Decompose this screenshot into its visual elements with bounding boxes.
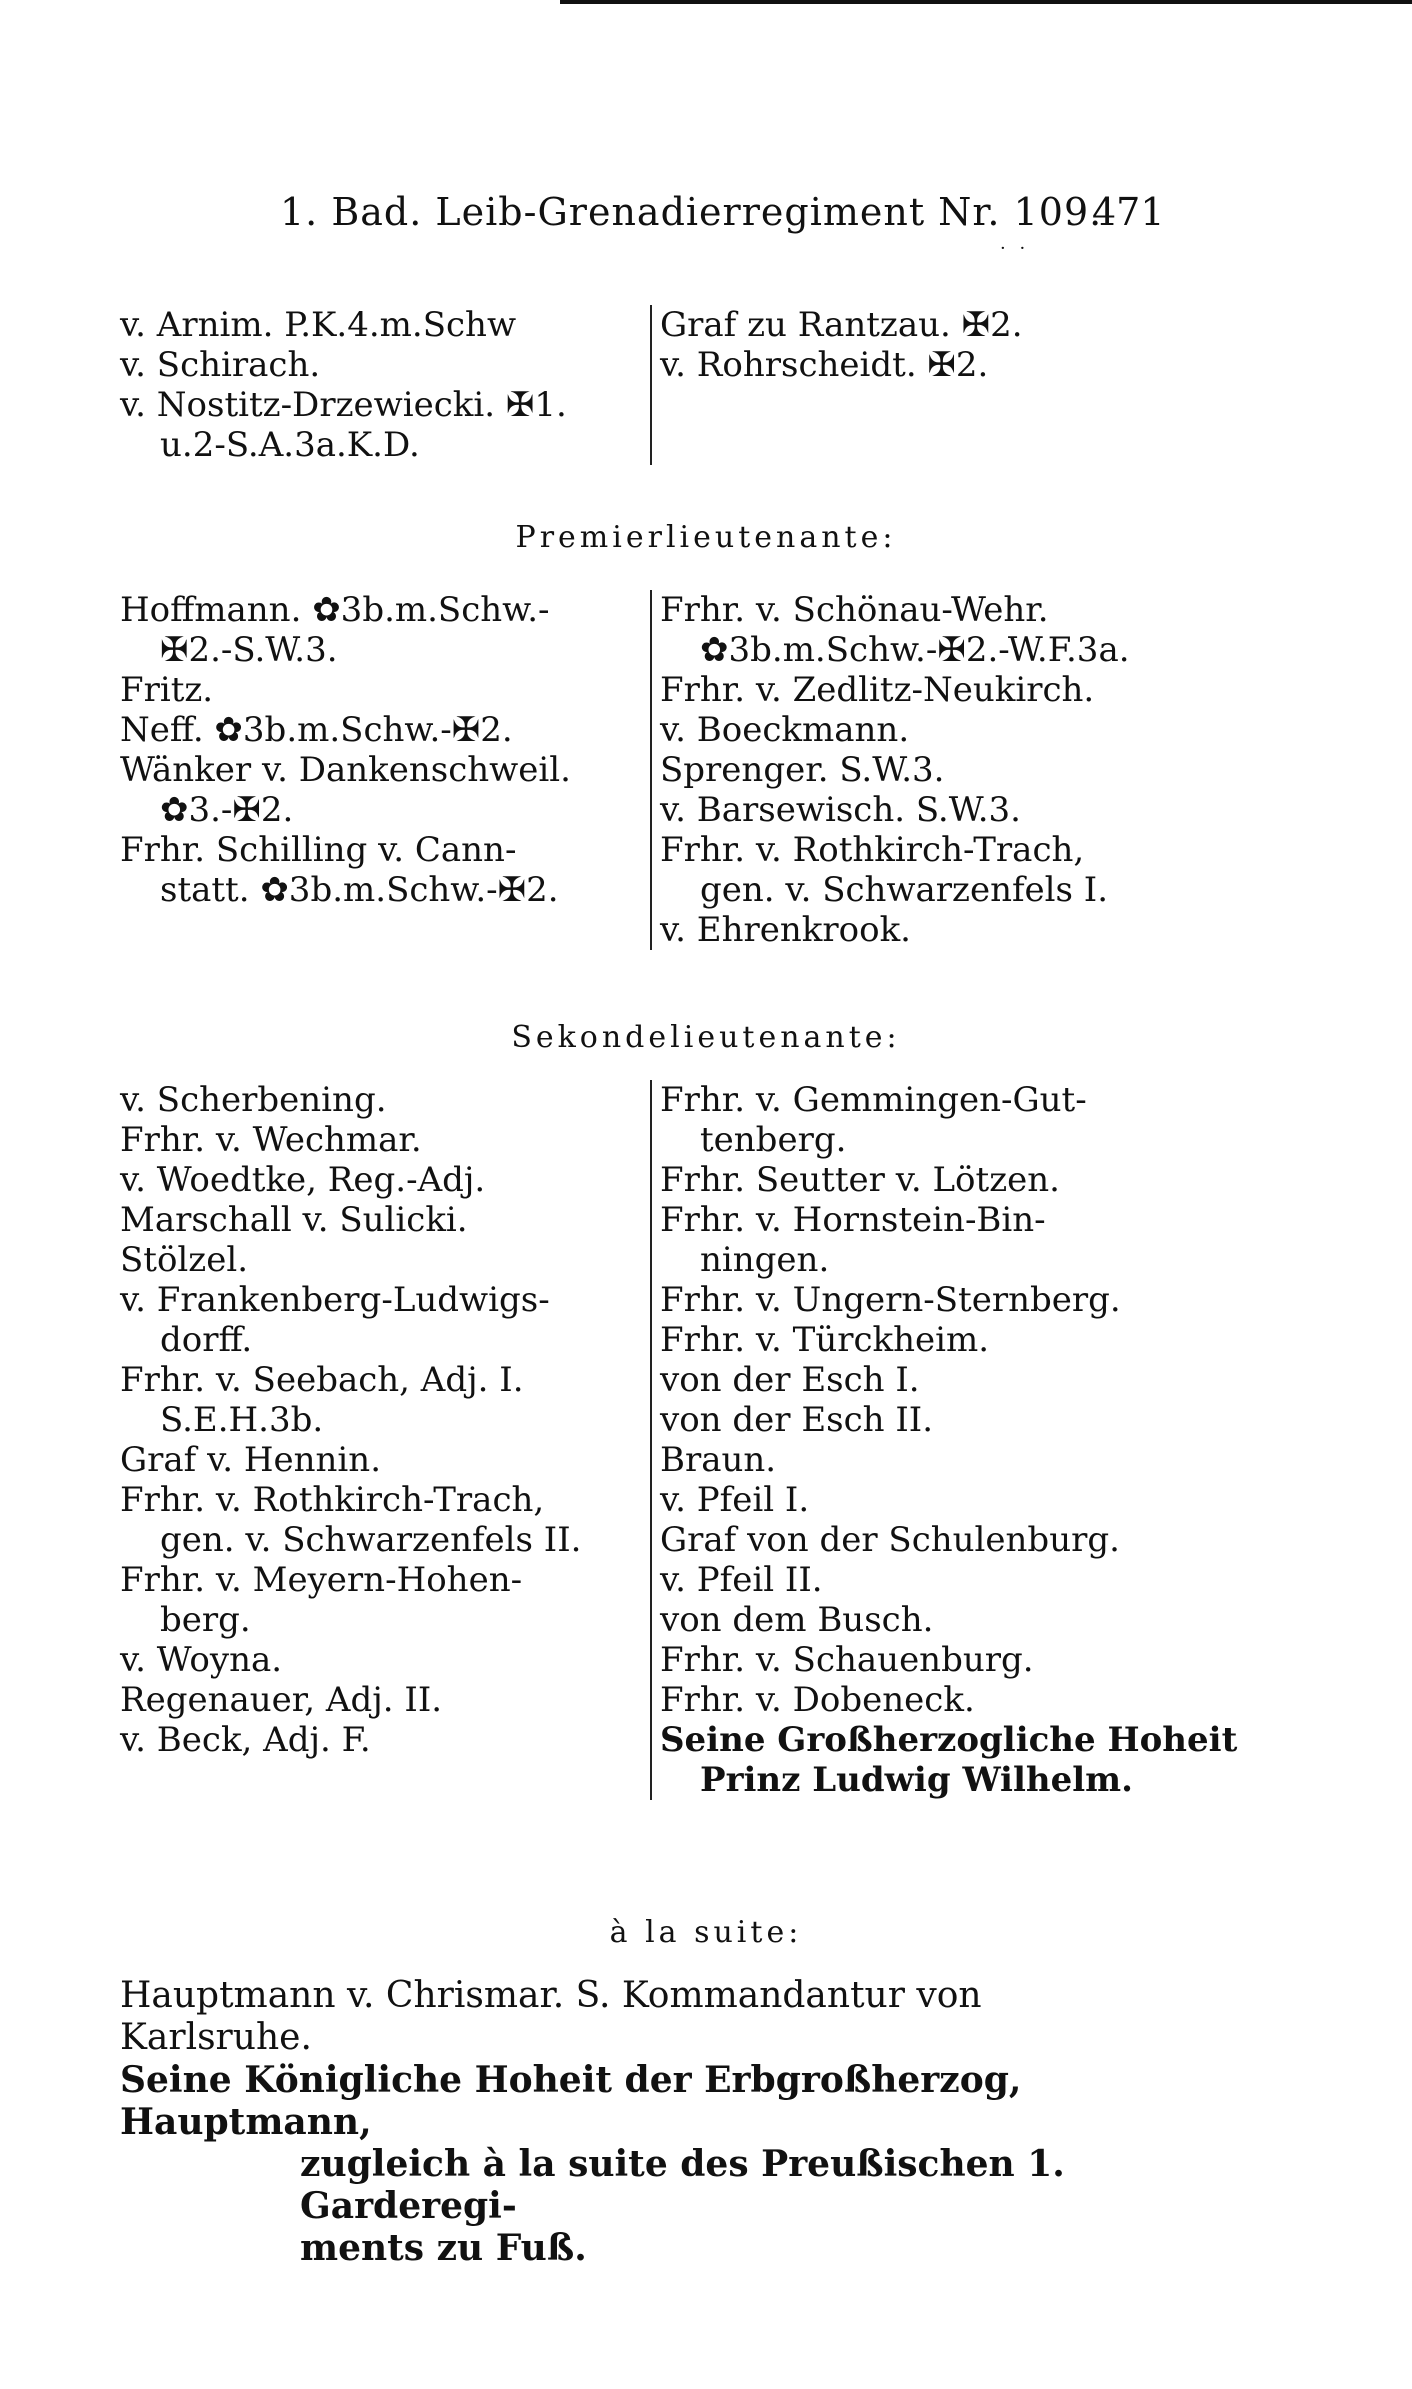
list-item: Fritz. <box>120 670 214 710</box>
list-item: von der Esch II. <box>660 1400 934 1440</box>
list-item: ✠2.-S.W.3. <box>160 630 338 670</box>
list-item: Frhr. v. Zedlitz-Neukirch. <box>660 670 1095 710</box>
suite-line: zugleich à la suite des Preußischen 1. Garderegi- <box>300 2143 1065 2227</box>
list-item: Graf zu Rantzau. ✠2. <box>660 305 1023 345</box>
header-dots: · · <box>1000 238 1030 259</box>
list-item: v. Beck, Adj. F. <box>120 1720 371 1760</box>
list-item: v. Arnim. P.K.4.m.Schw <box>120 305 517 345</box>
list-item: Frhr. v. Türckheim. <box>660 1320 990 1360</box>
top-left-column <box>120 305 650 465</box>
section-heading-suite: à la suite: <box>609 1915 803 1950</box>
premier-right-column <box>650 590 1180 950</box>
list-item: Graf von der Schulenburg. <box>660 1520 1120 1560</box>
list-item: statt. ✿3b.m.Schw.-✠2. <box>160 870 559 910</box>
premier-left-column <box>120 590 650 950</box>
list-item: v. Frankenberg-Ludwigs- <box>120 1280 550 1320</box>
sekonde-left-column <box>120 1080 650 1800</box>
sekonde-right-column <box>650 1080 1238 1800</box>
premier-section <box>120 590 1180 950</box>
list-item: Frhr. v. Meyern-Hohen- <box>120 1560 523 1600</box>
list-item: Frhr. v. Rothkirch-Trach, <box>120 1480 545 1520</box>
list-item: Stölzel. <box>120 1240 249 1280</box>
header-title: 1. Bad. Leib-Grenadierregiment Nr. 109. <box>280 190 1103 234</box>
top-border-line <box>560 0 1412 4</box>
suite-line: Hauptmann v. Chrismar. S. Kommandantur von Karlsruhe. <box>120 1975 982 2058</box>
list-item: v. Nostitz-Drzewiecki. ✠1. <box>120 385 567 425</box>
top-section <box>120 305 1180 465</box>
list-item: Prinz Ludwig Wilhelm. <box>700 1760 1133 1800</box>
list-item: Wänker v. Dankenschweil. <box>120 750 571 790</box>
list-item: Marschall v. Sulicki. <box>120 1200 468 1240</box>
list-item: Frhr. Schilling v. Cann- <box>120 830 517 870</box>
list-item: v. Pfeil II. <box>660 1560 823 1600</box>
list-item: v. Barsewisch. S.W.3. <box>660 790 1021 830</box>
list-item: berg. <box>160 1600 251 1640</box>
list-item: Frhr. v. Gemmingen-Gut- <box>660 1080 1087 1120</box>
list-item: tenberg. <box>700 1120 847 1160</box>
list-item: ✿3.-✠2. <box>160 790 294 830</box>
running-header <box>0 190 1412 259</box>
list-item: Neff. ✿3b.m.Schw.-✠2. <box>120 710 513 750</box>
list-item: Frhr. v. Schönau-Wehr. <box>660 590 1049 630</box>
section-heading-sekonde: Sekondelieutenante: <box>511 1020 901 1055</box>
list-item: Frhr. v. Hornstein-Bin- <box>660 1200 1046 1240</box>
sekonde-section <box>120 1080 1238 1800</box>
list-item: Frhr. v. Wechmar. <box>120 1120 422 1160</box>
list-item: v. Schirach. <box>120 345 321 385</box>
list-item: von dem Busch. <box>660 1600 934 1640</box>
list-item: Seine Großherzogliche Hoheit <box>660 1720 1238 1760</box>
page-number: 471 <box>1092 190 1165 234</box>
list-item: Hoffmann. ✿3b.m.Schw.- <box>120 590 550 630</box>
list-item: gen. v. Schwarzenfels I. <box>700 870 1109 910</box>
list-item: gen. v. Schwarzenfels II. <box>160 1520 582 1560</box>
list-item: v. Scherbening. <box>120 1080 387 1120</box>
list-item: von der Esch I. <box>660 1360 920 1400</box>
list-item: v. Woedtke, Reg.-Adj. <box>120 1160 486 1200</box>
list-item: v. Rohrscheidt. ✠2. <box>660 345 989 385</box>
list-item: Frhr. v. Seebach, Adj. I. <box>120 1360 524 1400</box>
list-item: Frhr. v. Ungern-Sternberg. <box>660 1280 1121 1320</box>
list-item: dorff. <box>160 1320 253 1360</box>
list-item: v. Pfeil I. <box>660 1480 810 1520</box>
list-item: ✿3b.m.Schw.-✠2.-W.F.3a. <box>700 630 1130 670</box>
list-item: v. Woyna. <box>120 1640 283 1680</box>
section-heading-premier: Premierlieutenante: <box>515 520 897 555</box>
list-item: Frhr. v. Rothkirch-Trach, <box>660 830 1085 870</box>
list-item: Graf v. Hennin. <box>120 1440 382 1480</box>
list-item: Regenauer, Adj. II. <box>120 1680 443 1720</box>
list-item: Frhr. v. Dobeneck. <box>660 1680 975 1720</box>
list-item: S.E.H.3b. <box>160 1400 324 1440</box>
top-right-column <box>650 305 1180 465</box>
list-item: Braun. <box>660 1440 777 1480</box>
suite-line: ments zu Fuß. <box>300 2227 587 2269</box>
list-item: Frhr. Seutter v. Lötzen. <box>660 1160 1060 1200</box>
list-item: Sprenger. S.W.3. <box>660 750 945 790</box>
list-item: v. Boeckmann. <box>660 710 910 750</box>
list-item: ningen. <box>700 1240 830 1280</box>
list-item: Frhr. v. Schauenburg. <box>660 1640 1034 1680</box>
suite-section <box>120 1975 1180 2269</box>
list-item: u.2-S.A.3a.K.D. <box>160 425 420 465</box>
suite-line: Seine Königliche Hoheit der Erbgroßherzog, Hauptmann, <box>120 2059 1022 2143</box>
list-item: v. Ehrenkrook. <box>660 910 911 950</box>
